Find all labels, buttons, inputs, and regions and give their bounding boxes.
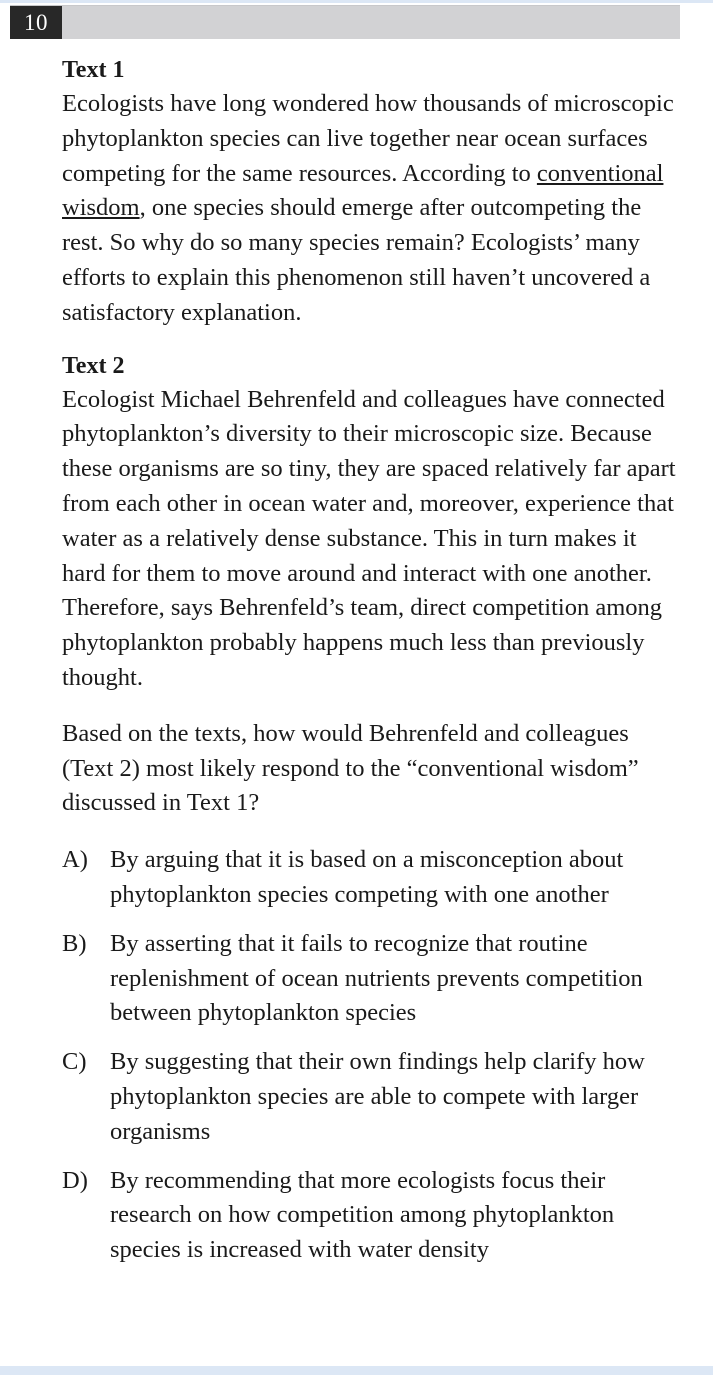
answer-choice-d-letter: D) xyxy=(62,1166,88,1194)
question-number-badge: 10 xyxy=(10,6,62,39)
answer-choice-a[interactable] xyxy=(62,843,684,913)
passage-text-1 xyxy=(62,55,684,331)
passage-text-2 xyxy=(62,351,684,696)
answer-choice-c-letter: C) xyxy=(62,1048,87,1076)
passage-2-body: Ecologist Michael Behrenfeld and colleagues have connected phytoplankton’s diversity to their microscopic size. Because these organisms are so tiny, they are spaced relatively far apart from each other in ocean water and, moreover, experience that water as a relatively dense substance. This in turn makes it hard for them to move around and interact with one another. Therefore, says Behrenfeld’s team, direct competition among phytoplankton probably happens much less than previously thought. xyxy=(62,385,676,691)
passage-2-label: Text 2 xyxy=(62,352,125,379)
answer-choice-b[interactable] xyxy=(62,927,684,1031)
answer-choice-a-letter: A) xyxy=(62,846,88,874)
top-edge-rule xyxy=(0,0,713,3)
passage-1-body-part-2: , one species should emerge after outcompeting the rest. So why do so many species remain? Ecologists’ many efforts to explain this phenomenon still haven’t uncovered a satisfactory explanation. xyxy=(62,194,651,326)
answer-choice-d-text: By recommending that more ecologists focus their research on how competition among phytoplankton species is increased with water density xyxy=(110,1166,615,1264)
answer-choice-d[interactable] xyxy=(62,1164,684,1268)
answer-choice-b-letter: B) xyxy=(62,929,87,957)
passage-1-body xyxy=(62,87,684,331)
question-content xyxy=(62,55,684,1268)
answer-choice-a-text: By arguing that it is based on a misconception about phytoplankton species competing with one another xyxy=(110,846,624,908)
bottom-edge-rule xyxy=(0,1366,713,1375)
passage-1-body-part-1: Ecologists have long wondered how thousands of microscopic phytoplankton species can live together near ocean surfaces competing for the same resources. According to xyxy=(62,90,674,187)
question-header-band xyxy=(10,5,680,39)
question-stem: Based on the texts, how would Behrenfeld and colleagues (Text 2) most likely respond to the “conventional wisdom” discussed in Text 1? xyxy=(62,719,639,817)
answer-choices-list xyxy=(62,843,684,1268)
answer-choice-c-text: By suggesting that their own findings help clarify how phytoplankton species are able to compete with larger organisms xyxy=(110,1048,645,1145)
passage-1-underlined-phrase: conventional wisdom xyxy=(62,159,664,222)
answer-choice-c[interactable] xyxy=(62,1045,684,1149)
passage-1-label: Text 1 xyxy=(62,57,125,83)
answer-choice-b-text: By asserting that it fails to recognize that routine replenishment of ocean nutrients prevents competition between phytoplankton species xyxy=(110,929,643,1027)
